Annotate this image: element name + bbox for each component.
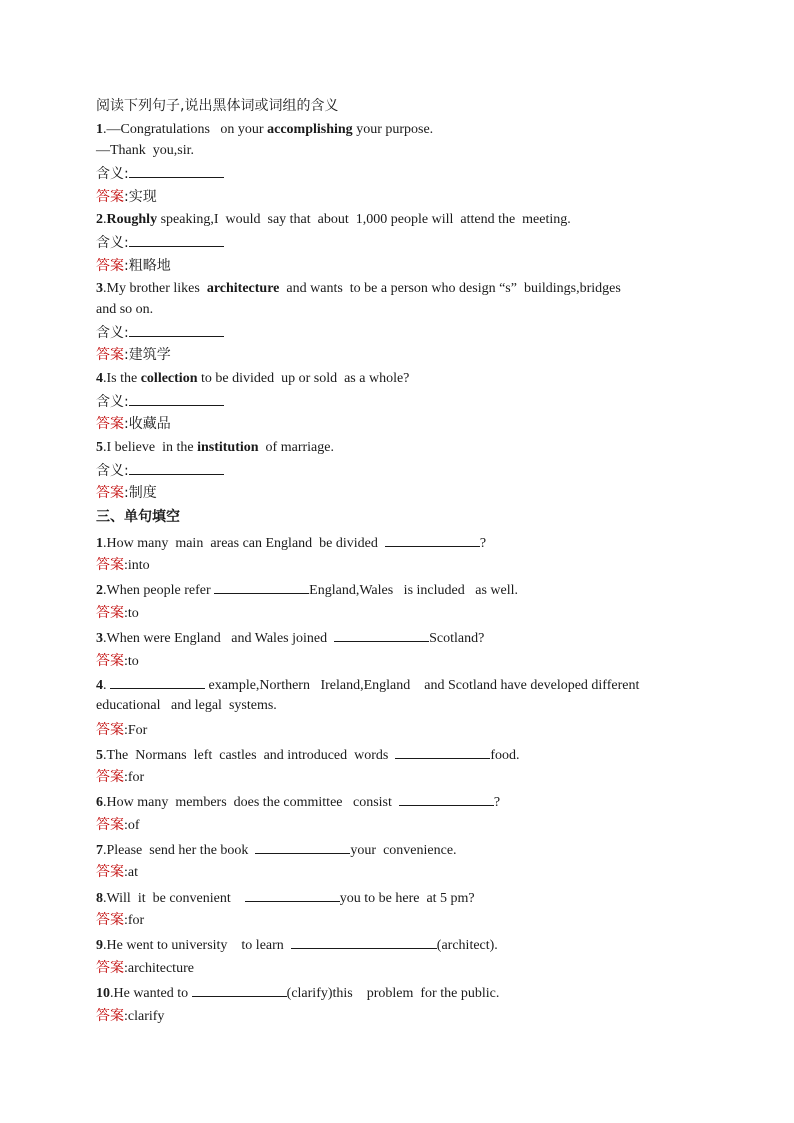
fill-item-4-continuation: educational and legal systems. (96, 698, 277, 713)
answer-blank[interactable] (245, 889, 340, 902)
answer-blank[interactable] (129, 234, 224, 247)
answer-blank[interactable] (129, 393, 224, 406)
fill-item-3: 3.When were England and Wales joined Scotland? (96, 631, 485, 646)
fill-item-6: 6.How many members does the committee consist ? (96, 795, 501, 810)
bold-term: institution (197, 440, 259, 455)
answer-line: 答案:to (96, 605, 139, 621)
meaning-line: 含义: (96, 234, 224, 251)
vocab-item-1: 1.—Congratulations on your accomplishing your purpose. (96, 122, 434, 137)
meaning-line: 含义: (96, 393, 224, 410)
answer-blank[interactable] (214, 581, 309, 594)
section-heading-fill-in: 三、单句填空 (96, 509, 180, 525)
vocab-item-4: 4.Is the collection to be divided up or sold as a whole? (96, 371, 410, 386)
fill-item-4: 4. example,Northern Ireland,England and Scotland have developed different (96, 678, 640, 693)
fill-item-8: 8.Will it be convenient you to be here at 5 pm? (96, 891, 475, 906)
fill-item-5: 5.The Normans left castles and introduced words food. (96, 748, 520, 763)
answer-line: 答案:for (96, 769, 145, 785)
answer-line: 答案:at (96, 864, 138, 880)
section-heading-vocabulary: 阅读下列句子,说出黑体词或词组的含义 (96, 98, 339, 114)
vocab-item-1-reply: —Thank you,sir. (96, 143, 194, 158)
fill-item-1: 1.How many main areas can England be divided ? (96, 536, 487, 551)
answer-line: 答案:实现 (96, 189, 157, 205)
answer-blank[interactable] (291, 936, 437, 949)
vocab-item-2: 2.Roughly speaking,I would say that about 1,000 people will attend the meeting. (96, 212, 571, 227)
answer-line: 答案:粗略地 (96, 258, 171, 274)
answer-line: 答案:建筑学 (96, 347, 171, 363)
answer-line: 答案:制度 (96, 485, 157, 501)
answer-line: 答案:of (96, 817, 140, 833)
answer-line: 答案:for (96, 912, 145, 928)
fill-item-7: 7.Please send her the book your convenience. (96, 843, 457, 858)
answer-line: 答案:into (96, 557, 150, 573)
fill-item-2: 2.When people refer England,Wales is included as well. (96, 583, 518, 598)
answer-blank[interactable] (385, 534, 480, 547)
answer-line: 答案:architecture (96, 960, 194, 976)
bold-term: collection (140, 371, 198, 386)
answer-blank[interactable] (395, 746, 490, 759)
answer-line: 答案:clarify (96, 1008, 165, 1024)
vocab-item-3-continuation: and so on. (96, 302, 154, 317)
meaning-line: 含义: (96, 462, 224, 479)
vocab-item-5: 5.I believe in the institution of marriage. (96, 440, 334, 455)
vocab-item-3: 3.My brother likes architecture and wants to be a person who design “s” buildings,bridges (96, 281, 621, 296)
answer-blank[interactable] (192, 984, 287, 997)
answer-blank[interactable] (129, 462, 224, 475)
answer-line: 答案:to (96, 653, 139, 669)
answer-blank[interactable] (110, 676, 205, 689)
answer-blank[interactable] (334, 629, 429, 642)
bold-term: architecture (206, 281, 280, 296)
meaning-line: 含义: (96, 324, 224, 341)
answer-line: 答案:收藏品 (96, 416, 171, 432)
meaning-line: 含义: (96, 165, 224, 182)
answer-blank[interactable] (129, 165, 224, 178)
answer-line: 答案:For (96, 722, 148, 738)
fill-item-9: 9.He went to university to learn (architect). (96, 938, 498, 953)
bold-term: accomplishing (267, 122, 353, 137)
answer-blank[interactable] (255, 841, 350, 854)
bold-term: Roughly (106, 212, 158, 227)
answer-blank[interactable] (129, 324, 224, 337)
fill-item-10: 10.He wanted to (clarify)this problem for the public. (96, 986, 500, 1001)
answer-blank[interactable] (399, 793, 494, 806)
